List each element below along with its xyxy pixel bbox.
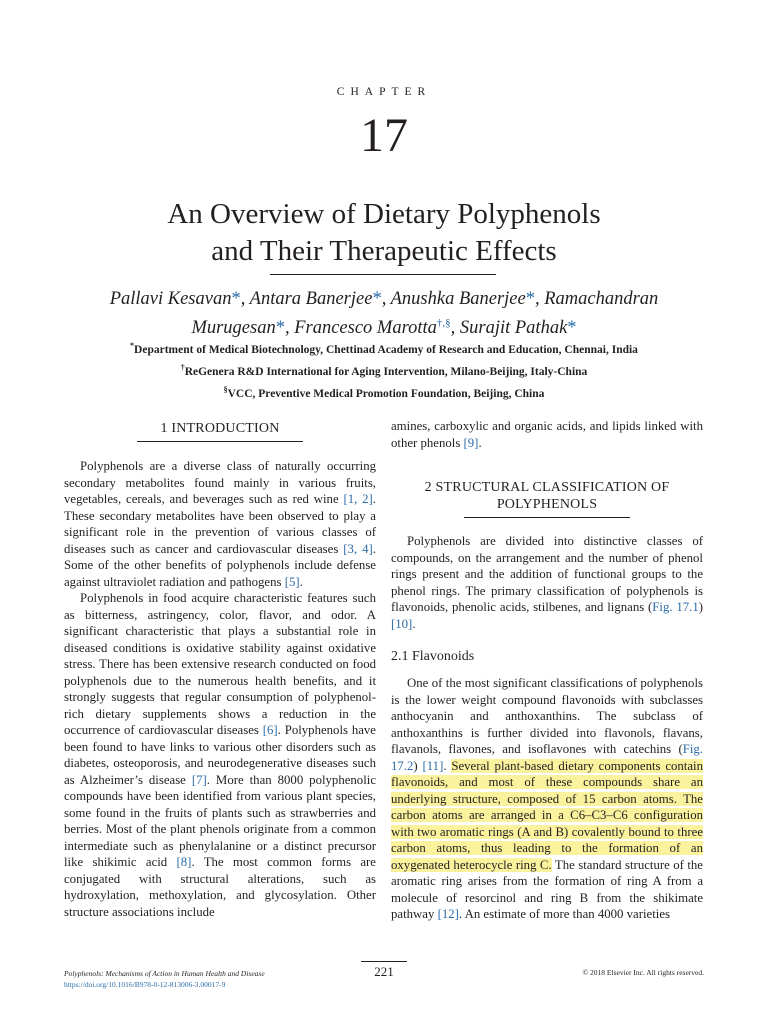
- affiliation-symbol: †: [180, 362, 185, 372]
- affiliation-text: VCC, Preventive Medical Promotion Foundation, Beijing, China: [227, 387, 545, 400]
- affiliation-mark[interactable]: *: [525, 289, 535, 309]
- highlighted-text[interactable]: Several plant-based dietary components contain flavonoids, and most of these compounds share an underlying structure, composed of 15 carbon atoms. The carbon atoms are arranged in a C6–C3–C6 configuration with two aromatic rings (A and B) covalently bound to three carbon atoms, thus leading to the formation of an oxygenated heterocycle ring C.: [391, 758, 703, 872]
- citation-link[interactable]: [9]: [463, 435, 479, 450]
- body-paragraph: Polyphenols are a diverse class of naturally occurring secondary metabolites found mainly in various fruits, vegetables, cereals, and beverages such as red wine [1, 2]. These secondary metabolites have been observed to play a significant role in the prevention of various classes of diseases such as cancer and cardiovascular diseases [3, 4]. Some of the other benefits of polyphenols include defense against ultraviolet radiation and pathogens [5].: [64, 459, 376, 589]
- affiliation-text: ReGenera R&D International for Aging Intervention, Milano-Beijing, Italy-China: [184, 365, 588, 378]
- chapter-label: CHAPTER: [336, 86, 432, 98]
- affiliation-mark[interactable]: †,§: [436, 317, 451, 329]
- section-heading-line: 2 STRUCTURAL CLASSIFICATION OF: [424, 480, 670, 495]
- citation-link[interactable]: [12]: [437, 907, 459, 921]
- citation-link[interactable]: [10]: [391, 616, 413, 631]
- copyright-notice: © 2018 Elsevier Inc. All rights reserved.: [582, 968, 704, 977]
- chapter-number: 17: [360, 109, 408, 162]
- right-column: [391, 418, 703, 923]
- body-paragraph: Polyphenols are divided into distinctive classes of compounds, on the arrangement and the number of phenol rings present and the addition of functional groups to the phenol rings. The primary classification of polyphenols is flavonoids, phenolic acids, stilbenes, and lignans (Fig. 17.1) [10].: [391, 534, 703, 631]
- affiliation-mark[interactable]: *: [275, 318, 285, 339]
- affiliation-mark[interactable]: *: [372, 289, 382, 309]
- affiliation-symbol: §: [223, 384, 228, 394]
- author-name[interactable]: Anushka Banerjee: [390, 289, 526, 309]
- section-heading-structural-classification: [391, 479, 703, 513]
- section-heading-line: POLYPHENOLS: [496, 497, 598, 512]
- citation-link[interactable]: [6]: [262, 723, 278, 737]
- book-title: Polyphenols: Mechanisms of Action in Human Health and Disease: [64, 969, 265, 978]
- author-list: Pallavi Kesavan*, Antara Banerjee*, Anushka Banerjee*, Ramachandran Murugesan*, Francesco Marotta†,§, Surajit Pathak*: [109, 289, 659, 339]
- body-paragraph: Polyphenols in food acquire characteristic features such as bitterness, astringency, color, flavor, and odor. A significant characteristic that plays a substantial role in diseased conditions is oxidative stability against oxidative stress. There has been extensive research conducted on food polyphenols due to the numerous health benefits, and it strongly suggests that regular consumption of polyphenol-rich dietary supplements shows a reduction in the occurrence of cardiovascular diseases [6]. Polyphenols have been found to have links to various other disorders such as diabetes, osteoporosis, and neurodegenerative diseases such as Alzheimer’s disease [7]. More than 8000 polyphenolic compounds have been identified from various plant species, some found in the fruits of plants such as strawberries and berries. Most of the plant phenols originate from a common intermediate such as phenylalanine or a distinct precursor like shikimic acid [8]. The most common forms are conjugated with structural alterations, such as hydroxylation, methoxylation, and glycosylation. Other structure associations include: [64, 591, 377, 919]
- author-name[interactable]: Surajit Pathak: [459, 318, 568, 339]
- affiliation-item: [60, 359, 708, 381]
- affiliation-list: [60, 337, 708, 402]
- body-paragraph: One of the most significant classifications of polyphenols is the lower weight compound flavonoids with subclasses anthocyanin and anthoxanthins. The subclass of anthoxanthins is further divided into flavonols, flavans, flavanols, flavones, and isoflavones with catechins (Fig. 17.2) [11]. Several plant-based dietary components contain flavonoids, and most of these compounds share an underlying structure, composed of 15 carbon atoms. The carbon atoms are arranged in a C6–C3–C6 configuration with two aromatic rings (A and B) covalently bound to three carbon atoms, thus leading to the formation of an oxygenated heterocycle ring C. The standard structure of the aromatic ring arises from the formation of ring A from a molecule of resorcinol and ring B from the shikimate pathway [12]. An estimate of more than 4000 varieties: [391, 676, 703, 921]
- page-number-rule: [361, 961, 407, 962]
- page-number: 221: [374, 964, 394, 979]
- doi-link[interactable]: https://doi.org/10.1016/B978-0-12-813006-3.00017-9: [64, 980, 226, 989]
- citation-link[interactable]: [3, 4]: [343, 541, 373, 556]
- chapter-title: [0, 196, 768, 270]
- citation-link[interactable]: [8]: [176, 855, 192, 869]
- figure-link[interactable]: Fig. 17.2: [391, 742, 703, 773]
- affiliation-text: Department of Medical Biotechnology, Chettinad Academy of Research and Education, Chennai, India: [134, 343, 638, 356]
- citation-link[interactable]: [1, 2]: [343, 492, 373, 506]
- citation-link[interactable]: [5]: [284, 574, 300, 589]
- chapter-title-line2: and Their Therapeutic Effects: [211, 235, 557, 267]
- section-divider: [464, 517, 630, 518]
- title-divider: [270, 274, 496, 275]
- section-divider: [137, 441, 303, 442]
- affiliation-item: [60, 381, 708, 403]
- author-name[interactable]: Murugesan: [191, 318, 276, 339]
- subsection-heading-flavonoids: 2.1 Flavonoids: [391, 649, 475, 664]
- citation-link[interactable]: [11]: [422, 758, 444, 773]
- author-name[interactable]: Francesco Marotta: [294, 318, 437, 339]
- body-paragraph: amines, carboxylic and organic acids, and lipids linked with other phenols [9].: [391, 419, 703, 450]
- author-name[interactable]: Pallavi Kesavan: [109, 289, 232, 309]
- author-name[interactable]: Ramachandran: [544, 289, 659, 309]
- author-name[interactable]: Antara Banerjee: [249, 289, 373, 309]
- chapter-title-line1: An Overview of Dietary Polyphenols: [167, 198, 601, 230]
- left-column: [64, 418, 376, 920]
- section-heading-introduction: 1 INTRODUCTION: [160, 421, 280, 436]
- affiliation-mark[interactable]: *: [567, 318, 577, 339]
- affiliation-symbol: *: [130, 341, 135, 350]
- affiliation-item: [60, 337, 708, 359]
- affiliation-mark[interactable]: *: [231, 289, 241, 309]
- citation-link[interactable]: [7]: [191, 772, 207, 787]
- figure-link[interactable]: Fig. 17.1: [652, 600, 699, 614]
